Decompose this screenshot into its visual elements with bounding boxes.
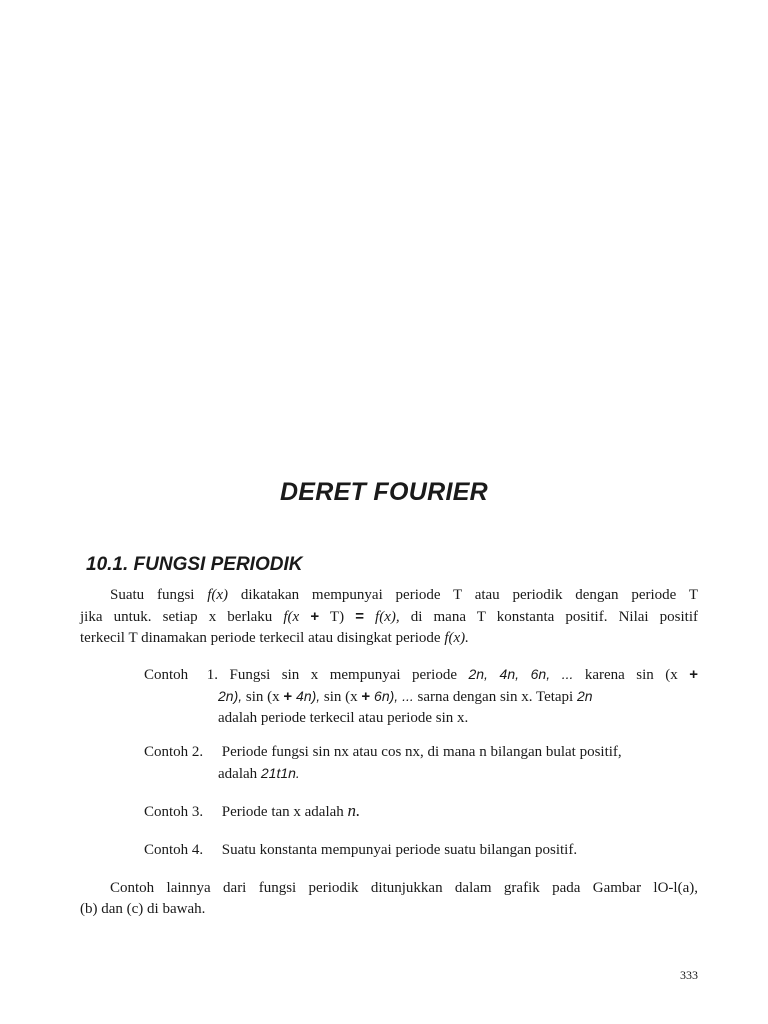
intro-line-1: Suatu fungsi f(x) dikatakan mempunyai periode T atau periodik dengan periode T [110, 587, 698, 603]
outro-line-1: Contoh lainnya dari fungsi periodik ditunjukkan dalam grafik pada Gambar lO-l(a), [110, 880, 698, 896]
outro-paragraph [80, 878, 698, 920]
example-1-line-3: adalah periode terkecil atau periode sin x. [218, 710, 469, 726]
example-4 [144, 840, 698, 861]
chapter-title: DERET FOURIER [279, 478, 489, 506]
example-3 [144, 800, 698, 823]
example-1-line-2: 2n), sin (x + 4n), sin (x + 6n), ... sarna dengan sin x. Tetapi 2n [218, 688, 593, 705]
example-2-line-1: Contoh 2. Periode fungsi sin nx atau cos nx, di mana n bilangan bulat positif, [144, 744, 622, 760]
outro-line-2: (b) dan (c) di bawah. [80, 901, 206, 917]
section-heading: 10.1. FUNGSI PERIODIK [86, 554, 303, 575]
intro-line-2: jika untuk. setiap x berlaku f(x + T) = f(x), di mana T konstanta positif. Nilai positif [80, 608, 699, 625]
example-2-line-2: adalah 21t1n. [218, 765, 300, 782]
example-2 [144, 742, 698, 785]
intro-paragraph [80, 585, 698, 649]
example-4-line-1: Contoh 4. Suatu konstanta mempunyai periode suatu bilangan positif. [144, 842, 578, 858]
intro-line-3: terkecil T dinamakan periode terkecil atau disingkat periode f(x). [80, 630, 469, 646]
example-1-line-1: Contoh 1. Fungsi sin x mempunyai periode 2n, 4n, 6n, ... karena sin (x + [144, 666, 698, 683]
page-number: 333 [680, 968, 698, 982]
example-1 [144, 664, 698, 729]
example-3-line-1: Contoh 3. Periode tan x adalah n. [144, 801, 361, 820]
